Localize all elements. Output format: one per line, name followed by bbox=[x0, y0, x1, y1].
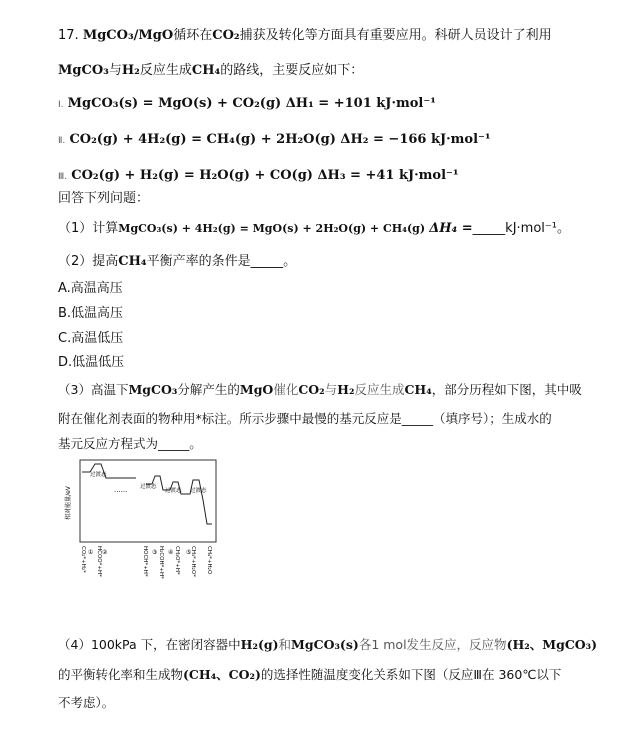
energy-profile-diagram bbox=[62, 458, 222, 626]
formula: H₂ bbox=[337, 382, 355, 397]
reaction-equation: CO₂(g) + 4H₂(g) = CH₄(g) + 2H₂O(g) ΔH₂ = −166 kJ·mol⁻¹ bbox=[69, 132, 491, 147]
delta-h4: ΔH₄ = bbox=[429, 221, 473, 236]
unit: kJ·mol⁻¹。 bbox=[505, 221, 570, 236]
answer-blank: _____ bbox=[250, 254, 284, 269]
reaction-label: Ⅲ. bbox=[58, 172, 68, 182]
text: 的选择性随温度变化关系如下图（反应Ⅲ在 360℃以下 bbox=[260, 667, 562, 682]
text: 。 bbox=[283, 254, 297, 269]
ts-label-3: 过渡态 bbox=[165, 488, 182, 494]
text: 捕获及转化等方面具有重要应用。科研人员设计了利用 bbox=[239, 28, 552, 43]
step-label-5: ⑤ bbox=[186, 549, 192, 556]
formula-co2: CO₂ bbox=[212, 28, 240, 43]
answer-blank: _____ bbox=[472, 221, 506, 236]
species-3: HOCH*+H* bbox=[142, 546, 148, 577]
species-7: CH₄*+H₂O bbox=[206, 546, 212, 575]
part-4-line1 bbox=[58, 636, 597, 654]
formula: (CH₄、CO₂) bbox=[183, 667, 261, 682]
reaction-equation: CO₂(g) + H₂(g) = H₂O(g) + CO(g) ΔH₃ = +41 kJ·mol⁻¹ bbox=[71, 168, 459, 183]
formula-h2: H₂ bbox=[121, 63, 140, 78]
step-label-1: ① bbox=[88, 549, 94, 556]
answer-prompt: 回答下列问题： bbox=[58, 191, 150, 206]
step-label-3: ③ bbox=[152, 549, 158, 556]
part-1 bbox=[58, 220, 570, 238]
part-3-line3: 基元反应方程式为_____。 bbox=[58, 436, 202, 451]
ts-label-2: 过渡态 bbox=[140, 484, 157, 490]
question-number: 17. bbox=[58, 28, 79, 43]
step-label-2: ② bbox=[102, 549, 108, 556]
part-3-line1 bbox=[58, 381, 582, 399]
species-1: CO₂*+H₂* bbox=[80, 546, 86, 573]
text: 反应生成 bbox=[354, 382, 405, 397]
text: 分解产生的 bbox=[177, 382, 240, 397]
text: 与 bbox=[324, 382, 338, 397]
formula: MgCO₃ bbox=[128, 382, 178, 397]
formula: MgO bbox=[239, 382, 274, 397]
text: 的路线，主要反应如下： bbox=[220, 63, 364, 78]
formula-mgco3-mgo: MgCO₃/MgO bbox=[82, 28, 174, 43]
formula-overall: MgCO₃(s) + 4H₂(g) = MgO(s) + 2H₂O(g) + CH₄(g) bbox=[118, 222, 426, 235]
text: （4）100kPa 下，在密闭容器中 bbox=[58, 637, 241, 652]
text: （1）计算 bbox=[58, 221, 119, 236]
reaction-label: Ⅱ. bbox=[58, 136, 66, 146]
species-4: H₂COH*+H* bbox=[158, 546, 164, 579]
formula: CH₄ bbox=[404, 382, 432, 397]
step-label-4: ④ bbox=[168, 549, 174, 556]
ts-label-4: 过渡态 bbox=[190, 488, 207, 494]
text: 发生反应，反应物 bbox=[406, 637, 507, 652]
formula: H₂(g) bbox=[240, 637, 279, 652]
option-b: B.低温高压 bbox=[58, 306, 124, 321]
text: 与 bbox=[108, 63, 122, 78]
formula: CO₂ bbox=[298, 382, 325, 397]
part-2 bbox=[58, 253, 296, 271]
part-4-line3: 不考虑）。 bbox=[58, 695, 115, 710]
formula-ch4: CH₄ bbox=[118, 254, 147, 269]
q17-line1 bbox=[58, 27, 552, 45]
text: （3）高温下 bbox=[58, 382, 129, 397]
ellipsis: ...... bbox=[114, 486, 128, 494]
ts-label-1: 过渡态 bbox=[90, 472, 107, 478]
species-5: CH₃O*+H* bbox=[174, 546, 180, 575]
part-3-line2: 附在催化剂表面的物种用*标注。所示步骤中最慢的基元反应是_____（填序号）；生成水的 bbox=[58, 411, 552, 426]
species-2: HCOO*+H* bbox=[96, 546, 102, 577]
text: ，部分历程如下图，其中吸 bbox=[431, 382, 582, 397]
option-a: A.高温高压 bbox=[58, 281, 123, 296]
reaction-label: Ⅰ. bbox=[58, 100, 64, 110]
formula-ch4: CH₄ bbox=[191, 63, 221, 78]
reaction-1 bbox=[58, 95, 436, 114]
text: 和 bbox=[278, 637, 292, 652]
formula: (H₂、MgCO₃) bbox=[506, 637, 598, 652]
y-axis-label: 相对能量/eV bbox=[65, 486, 72, 520]
text: 各1 mol bbox=[358, 637, 407, 652]
text: 催化 bbox=[273, 382, 299, 397]
part-4-line2 bbox=[58, 666, 561, 684]
text: 平衡产率的条件是 bbox=[146, 254, 251, 269]
reaction-2 bbox=[58, 131, 491, 150]
option-d: D.低温低压 bbox=[58, 355, 125, 370]
option-c: C.高温低压 bbox=[58, 331, 124, 346]
formula: MgCO₃(s) bbox=[291, 637, 359, 652]
q17-line2 bbox=[58, 62, 363, 80]
text: 循环在 bbox=[173, 28, 213, 43]
text: 的平衡转化率和生成物 bbox=[58, 667, 184, 682]
reaction-equation: MgCO₃(s) = MgO(s) + CO₂(g) ΔH₁ = +101 kJ·mol⁻¹ bbox=[67, 96, 436, 111]
species-6: CH₃*+H₂O* bbox=[190, 546, 196, 577]
reaction-3 bbox=[58, 167, 459, 186]
text: 反应生成 bbox=[139, 63, 192, 78]
formula-mgco3: MgCO₃ bbox=[58, 63, 109, 78]
text: （2）提高 bbox=[58, 254, 119, 269]
